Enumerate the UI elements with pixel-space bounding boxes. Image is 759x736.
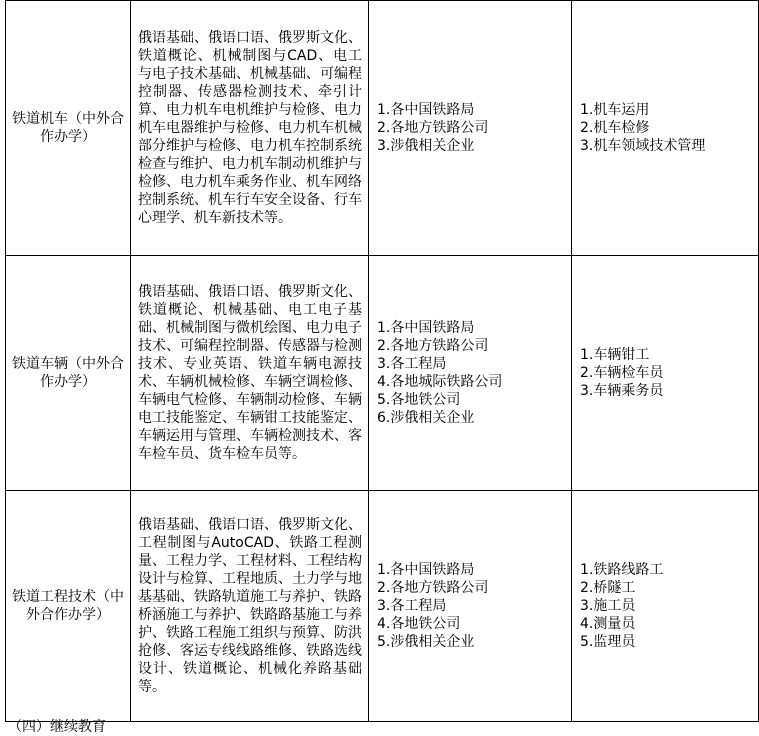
table-row bbox=[6, 491, 759, 722]
list-item: 4.各地铁公司 bbox=[377, 616, 461, 632]
positions-cell bbox=[572, 256, 759, 491]
list-item: 4.各地城际铁路公司 bbox=[377, 374, 503, 390]
list-item: 1.铁路线路工 bbox=[580, 562, 664, 578]
employers-list bbox=[377, 319, 565, 427]
major-name-cell bbox=[6, 491, 131, 722]
employers-list bbox=[377, 101, 565, 155]
positions-list bbox=[580, 561, 752, 651]
positions-list bbox=[580, 101, 752, 155]
list-item: 3.机车领域技术管理 bbox=[580, 138, 706, 154]
employers-cell bbox=[369, 1, 572, 256]
list-item: 3.涉俄相关企业 bbox=[377, 138, 475, 154]
list-item: 5.各地铁公司 bbox=[377, 392, 461, 408]
section-heading-text: （四）继续教育 bbox=[8, 719, 106, 735]
positions-list bbox=[580, 346, 752, 400]
list-item: 1.各中国铁路局 bbox=[377, 102, 475, 118]
courses-cell bbox=[131, 256, 369, 491]
majors-table bbox=[5, 0, 759, 722]
list-item: 1.车辆钳工 bbox=[580, 347, 650, 363]
major-name: 铁道机车（中外合作办学） bbox=[12, 111, 124, 145]
major-name: 铁道车辆（中外合作办学） bbox=[12, 356, 124, 390]
major-name-cell bbox=[6, 1, 131, 256]
list-item: 2.桥隧工 bbox=[580, 580, 636, 596]
section-heading-fragment bbox=[8, 719, 128, 735]
employers-cell bbox=[369, 491, 572, 722]
list-item: 5.涉俄相关企业 bbox=[377, 634, 475, 650]
list-item: 5.监理员 bbox=[580, 634, 636, 650]
employers-cell bbox=[369, 256, 572, 491]
positions-cell bbox=[572, 491, 759, 722]
positions-cell bbox=[572, 1, 759, 256]
courses-cell bbox=[131, 491, 369, 722]
table-row bbox=[6, 256, 759, 491]
courses-text: 俄语基础、俄语口语、俄罗斯文化、铁道概论、机械基础、电工电子基础、机械制图与微机绘图、电力电子技术、可编程控制器、传感器与检测技术、专业英语、铁道车辆电源技术、车辆机械检修、车辆空调检修、车辆电气检修、车辆制动检修、车辆电工技能鉴定、车辆钳工技能鉴定、车辆运用与管理、车辆检测技术、客车检车员、货车检车员等。 bbox=[138, 284, 362, 462]
list-item: 2.车辆检车员 bbox=[580, 365, 664, 381]
employers-list bbox=[377, 561, 565, 651]
list-item: 3.各工程局 bbox=[377, 356, 447, 372]
list-item: 3.各工程局 bbox=[377, 598, 447, 614]
major-name-cell bbox=[6, 256, 131, 491]
list-item: 3.施工员 bbox=[580, 598, 636, 614]
courses-text: 俄语基础、俄语口语、俄罗斯文化、工程制图与AutoCAD、铁路工程测量、工程力学、工程材料、工程结构设计与检算、工程地质、土力学与地基基础、铁路轨道施工与养护、铁路桥涵施工与养护、铁路路基施工与养护、铁路工程施工组织与预算、防洪抢修、客运专线线路维修、铁路选线设计、铁道概论、机械化养路基础等。 bbox=[138, 517, 362, 695]
list-item: 3.车辆乘务员 bbox=[580, 383, 664, 399]
major-name: 铁道工程技术（中外合作办学） bbox=[12, 589, 124, 623]
list-item: 2.各地方铁路公司 bbox=[377, 338, 489, 354]
table-row bbox=[6, 1, 759, 256]
list-item: 2.机车检修 bbox=[580, 120, 650, 136]
list-item: 4.测量员 bbox=[580, 616, 636, 632]
list-item: 1.各中国铁路局 bbox=[377, 320, 475, 336]
list-item: 2.各地方铁路公司 bbox=[377, 580, 489, 596]
list-item: 2.各地方铁路公司 bbox=[377, 120, 489, 136]
list-item: 6.涉俄相关企业 bbox=[377, 410, 475, 426]
courses-text: 俄语基础、俄语口语、俄罗斯文化、铁道概论、机械制图与CAD、电工与电子技术基础、机械基础、可编程控制器、传感器检测技术、牵引计算、电力机车电机维护与检修、电力机车电器维护与检修、电力机车机械部分维护与检修、电力机车控制系统检查与维护、电力机车制动机维护与检修、电力机车乘务作业、机车网络控制系统、机车行车安全设备、行车心理学、机车新技术等。 bbox=[138, 30, 362, 226]
list-item: 1.各中国铁路局 bbox=[377, 562, 475, 578]
list-item: 1.机车运用 bbox=[580, 102, 650, 118]
courses-cell bbox=[131, 1, 369, 256]
